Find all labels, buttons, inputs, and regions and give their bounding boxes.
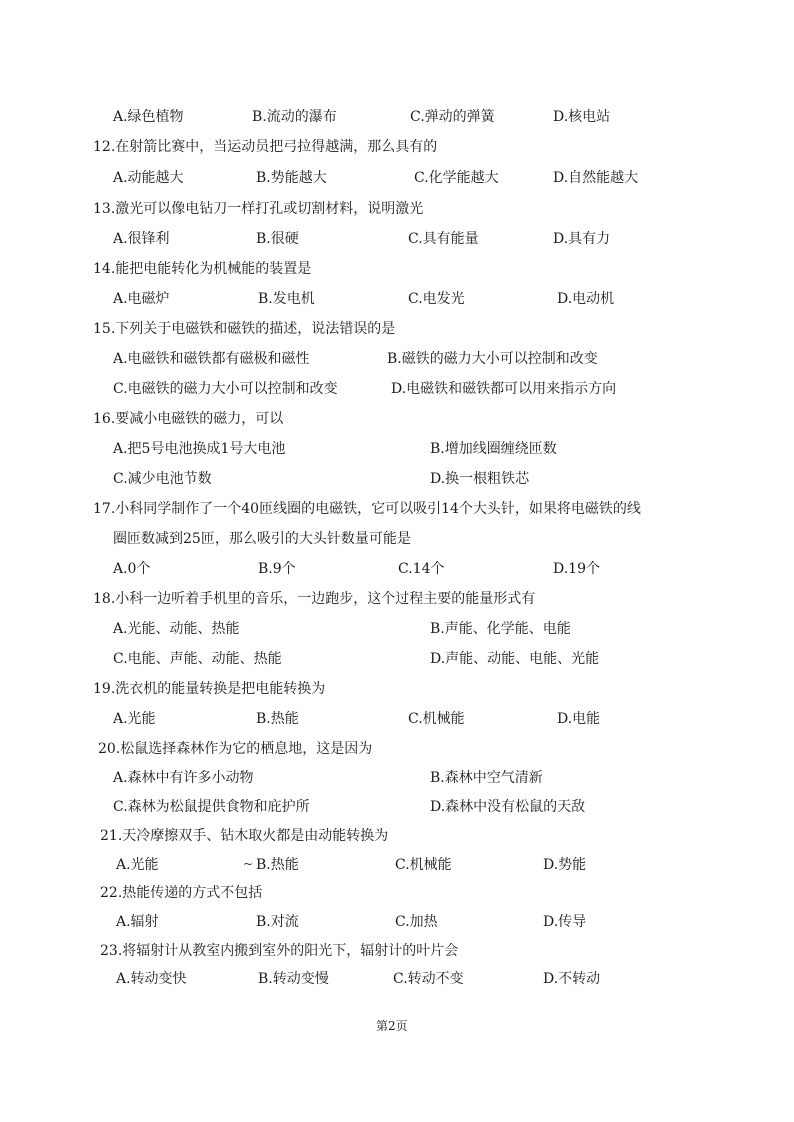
q12-option-c: C.化学能越大 [414,170,499,186]
q21-stem: 21.天冷摩擦双手、钻木取火都是由动能转换为 [100,828,389,844]
q19-option-a: A.光能 [113,711,156,727]
q18-option-d: D.声能、动能、电能、光能 [430,651,600,667]
q13-stem: 13.激光可以像电钻刀一样打孔或切割材料，说明激光 [93,201,424,217]
q19-stem: 19.洗衣机的能量转换是把电能转换为 [93,681,326,697]
q17-stem-continued: 圈匝数减到25匝，那么吸引的大头针数量可能是 [113,531,411,547]
q19-option-c: C.机械能 [408,711,465,727]
q17-option-b: B.9个 [258,561,296,577]
q15-option-b: B.磁铁的磁力大小可以控制和改变 [387,351,598,367]
q23-stem: 23.将辐射计从教室内搬到室外的阳光下，辐射计的叶片会 [100,943,459,959]
q16-option-a: A.把5号电池换成1号大电池 [113,441,286,457]
q20-stem: 20.松鼠选择森林作为它的栖息地，这是因为 [98,741,373,757]
stray-pen-mark: ~ [243,857,254,871]
q19-option-d: D.电能 [557,711,601,727]
q20-option-c: C.森林为松鼠提供食物和庇护所 [113,799,310,815]
q19-option-b: B.热能 [256,711,299,727]
q11-option-d: D.核电站 [553,109,611,125]
q13-option-b: B.很硬 [256,231,299,247]
q17-option-c: C.14个 [398,561,445,577]
q12-option-b: B.势能越大 [256,170,327,186]
q22-option-a: A.辐射 [116,914,159,930]
q15-option-c: C.电磁铁的磁力大小可以控制和改变 [113,381,338,397]
q21-option-c: C.机械能 [395,857,452,873]
q20-option-b: B.森林中空气清新 [430,770,543,786]
page-number: 第2页 [376,1019,408,1033]
q18-option-c: C.电能、声能、动能、热能 [113,651,282,667]
q16-option-b: B.增加线圈缠绕匝数 [430,441,557,457]
q13-option-c: C.具有能量 [408,231,479,247]
q21-option-a: A.光能 [116,857,159,873]
q14-stem: 14.能把电能转化为机械能的装置是 [93,261,312,277]
q20-option-d: D.森林中没有松鼠的天敌 [430,799,586,815]
q21-option-b: B.热能 [256,857,299,873]
q23-option-b: B.转动变慢 [258,971,329,987]
q16-stem: 16.要减小电磁铁的磁力，可以 [93,411,284,427]
q12-option-a: A.动能越大 [113,170,184,186]
q11-option-c: C.弹动的弹簧 [410,109,495,125]
q15-option-d: D.电磁铁和磁铁都可以用来指示方向 [391,381,617,397]
q14-option-a: A.电磁炉 [113,291,170,307]
q17-stem: 17.小科同学制作了一个40匝线圈的电磁铁，它可以吸引14个大头针，如果将电磁铁的线 [93,501,641,517]
q16-option-c: C.减少电池节数 [113,471,212,487]
q18-stem: 18.小科一边听着手机里的音乐，一边跑步，这个过程主要的能量形式有 [93,591,536,607]
q21-option-d: D.势能 [543,857,587,873]
q12-stem: 12.在射箭比赛中，当运动员把弓拉得越满，那么具有的 [93,139,438,155]
q11-option-b: B.流动的瀑布 [252,109,337,125]
q13-option-d: D.具有力 [553,231,611,247]
q17-option-a: A.0个 [113,561,151,577]
q22-option-b: B.对流 [256,914,299,930]
q23-option-a: A.转动变快 [116,971,187,987]
q18-option-a: A.光能、动能、热能 [113,621,240,637]
q14-option-b: B.发电机 [258,291,315,307]
q11-option-a: A.绿色植物 [113,109,184,125]
q23-option-d: D.不转动 [543,971,601,987]
q22-option-d: D.传导 [543,914,587,930]
q23-option-c: C.转动不变 [393,971,464,987]
q14-option-c: C.电发光 [408,291,465,307]
q14-option-d: D.电动机 [557,291,615,307]
q18-option-b: B.声能、化学能、电能 [430,621,571,637]
q16-option-d: D.换一根粗铁芯 [430,471,530,487]
q22-stem: 22.热能传递的方式不包括 [100,885,263,901]
q15-option-a: A.电磁铁和磁铁都有磁极和磁性 [113,351,310,367]
q12-option-d: D.自然能越大 [553,170,639,186]
q20-option-a: A.森林中有许多小动物 [113,770,254,786]
q13-option-a: A.很锋利 [113,231,170,247]
q22-option-c: C.加热 [395,914,438,930]
q15-stem: 15.下列关于电磁铁和磁铁的描述，说法错误的是 [93,321,396,337]
q17-option-d: D.19个 [553,561,600,577]
